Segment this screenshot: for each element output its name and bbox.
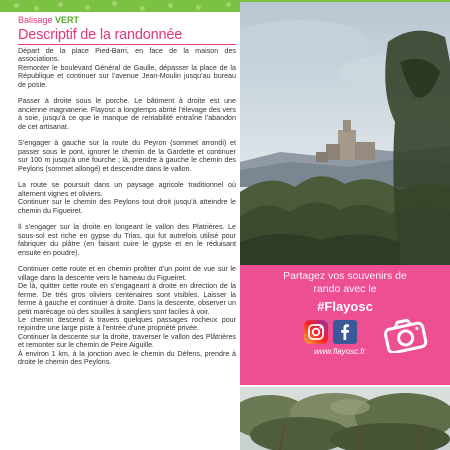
balisage-label: Balisage (18, 15, 53, 25)
olive-trees-photo (240, 387, 450, 450)
website-link[interactable]: www.flayosc.fr (314, 347, 366, 356)
share-promo-box (240, 265, 450, 385)
paragraph-porche: Passer à droite sous le porche. Le bâtiment à droite est une ancienne magnanerie. Flayosc a longtemps abrité l’élevage des vers à soie, jusqu’à ce que le manque de rentabilité entraîne l’abandon de cet artisanat. (18, 97, 236, 131)
camera-icon (382, 317, 428, 353)
balisage-line (18, 15, 236, 26)
paragraph-peylons: Continuer sur le chemin des Peylons tout droit jusqu’à atteindre le chemin du Figueiret. (18, 198, 236, 215)
village-photo (240, 2, 450, 265)
paragraph-defens: À environ 1 km, à la jonction avec le chemin du Défens, prendre à droite le chemin des Peylons. (18, 349, 236, 366)
page-title: Descriptif de la randonnée (18, 27, 236, 45)
promo-line-1: Partagez vos souvenirs de (283, 270, 407, 282)
promo-line-2: rando avec le (313, 283, 377, 295)
instagram-icon[interactable] (304, 320, 328, 344)
balisage-color: VERT (55, 15, 80, 25)
paragraph-rochers: Le chemin descend à travers quelques passages rocheux pour rejoindre une large piste à l’entrée d’une propriété privée. (18, 315, 236, 333)
paragraph-ferme: De là, quitter cette route en s’engageant à droite en direction de la ferme. De très gros oliviers centenaires sont visibles. Laisser la ferme à gauche et continuer à droite. Dans la descente, observer un petit marécage où des souilles à sangliers sont faciles à voir. (18, 282, 236, 316)
paragraph-boulevard: Remonter le boulevard Général de Gaulle, dépasser la place de la République et continuer sur l’avenue Jean-Moulin jusqu’au bureau de poste. (18, 63, 236, 89)
left-column (18, 15, 236, 366)
promo-hashtag: #Flayosc (317, 299, 373, 314)
facebook-icon[interactable] (333, 320, 357, 344)
paragraph-descente: Continuer la descente sur la droite, traverser le vallon des Plâtrières et remonter sur le chemin de Peire Aiguille. (18, 332, 236, 350)
route-description (18, 47, 236, 366)
paragraph-paysage: La route se poursuit dans un paysage agricole traditionnel où alternent vignes et oliviers. (18, 181, 236, 198)
paragraph-platrieres: Il s’engager sur la droite en longeant le vallon des Platrières. Le sous-sol est riche en gypse du Trias, qui fut autrefois utilisé pour fabriquer du plâtre (en faisant cuire le gypse et en le réduisant ensuite en poudre). (18, 223, 236, 257)
paragraph-peyron: S’engager à gauche sur la route du Peyron (sommet arrondi) et passer sous le pont, ignorer le chemin de la Gardette et continuer sur 100 m jusqu’à une fourche ; là, prendre à gauche le chemin des Peylons (sommet allongé) et descendre dans le vallon. (18, 139, 236, 173)
paragraph-point-de-vue: Continuer cette route et en chemin profiter d’un point de vue sur le village dans la descente vers le hameau du Figueiret. (18, 265, 236, 282)
paragraph-depart: Départ de la place Pied-Barri, en face de la maison des associations. (18, 47, 236, 64)
